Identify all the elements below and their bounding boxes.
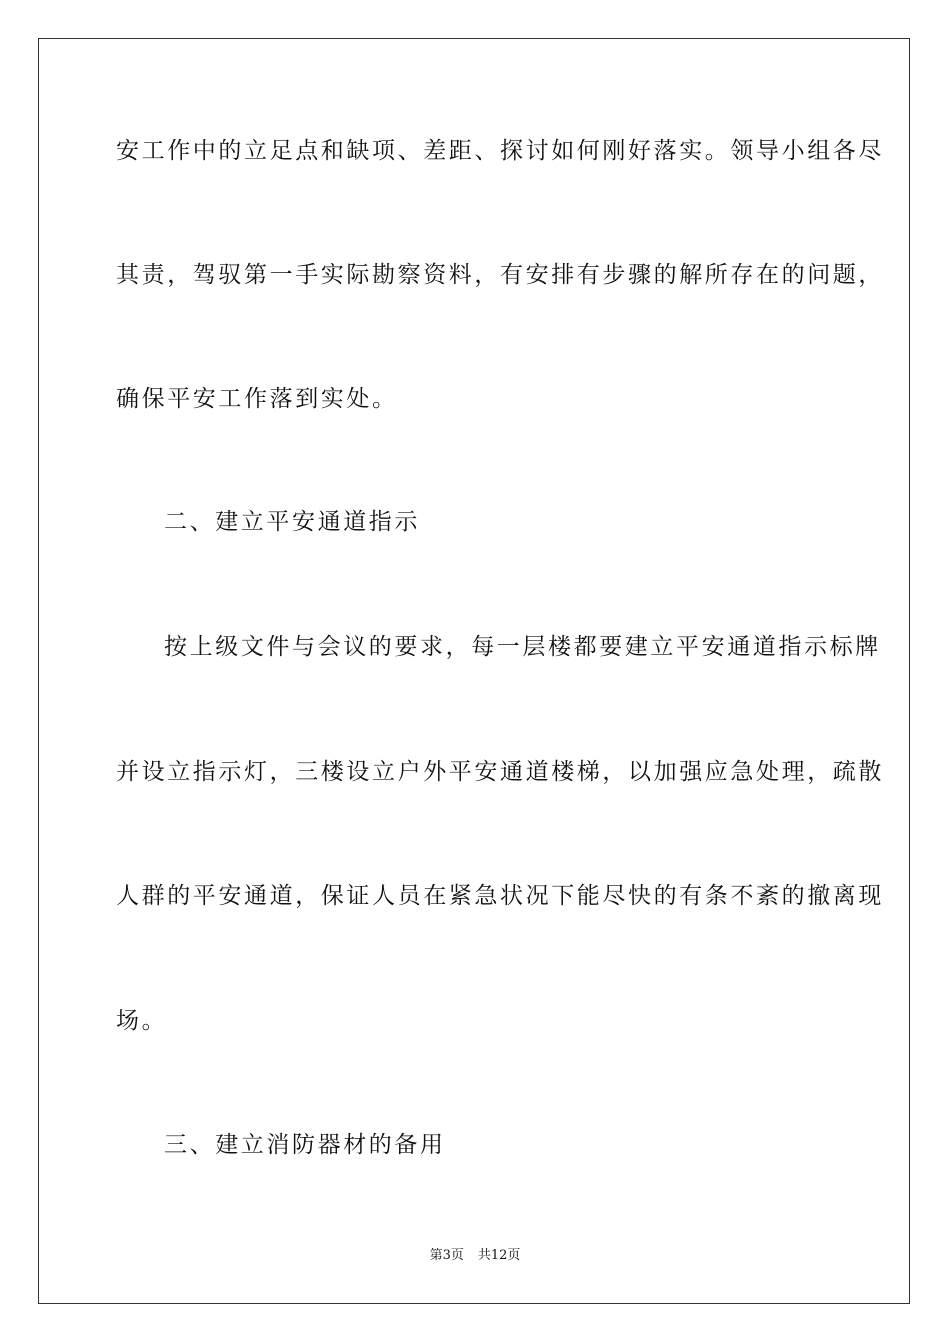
page-footer [0, 1247, 950, 1265]
body-line-6: 并设立指示灯，三楼设立户外平安通道楼梯，以加强应急处理，疏散 [116, 759, 884, 785]
page-total: 共12页 [477, 1248, 521, 1263]
page-border [38, 38, 910, 1304]
section-heading-3: 三、建立消防器材的备用 [164, 1132, 446, 1158]
body-line-1: 安工作中的立足点和缺项、差距、探讨如何刚好落实。领导小组各尽 [116, 138, 884, 164]
body-line-8: 场。 [116, 1008, 168, 1034]
body-line-3: 确保平安工作落到实处。 [116, 386, 398, 412]
body-line-5: 按上级文件与会议的要求，每一层楼都要建立平安通道指示标牌 [164, 634, 881, 660]
page-number: 第3页 [429, 1248, 464, 1263]
body-line-2: 其责，驾驭第一手实际勘察资料，有安排有步骤的解所存在的问题， [116, 262, 884, 288]
section-heading-2: 二、建立平安通道指示 [164, 509, 420, 535]
body-line-7: 人群的平安通道，保证人员在紧急状况下能尽快的有条不紊的撤离现 [116, 883, 884, 909]
